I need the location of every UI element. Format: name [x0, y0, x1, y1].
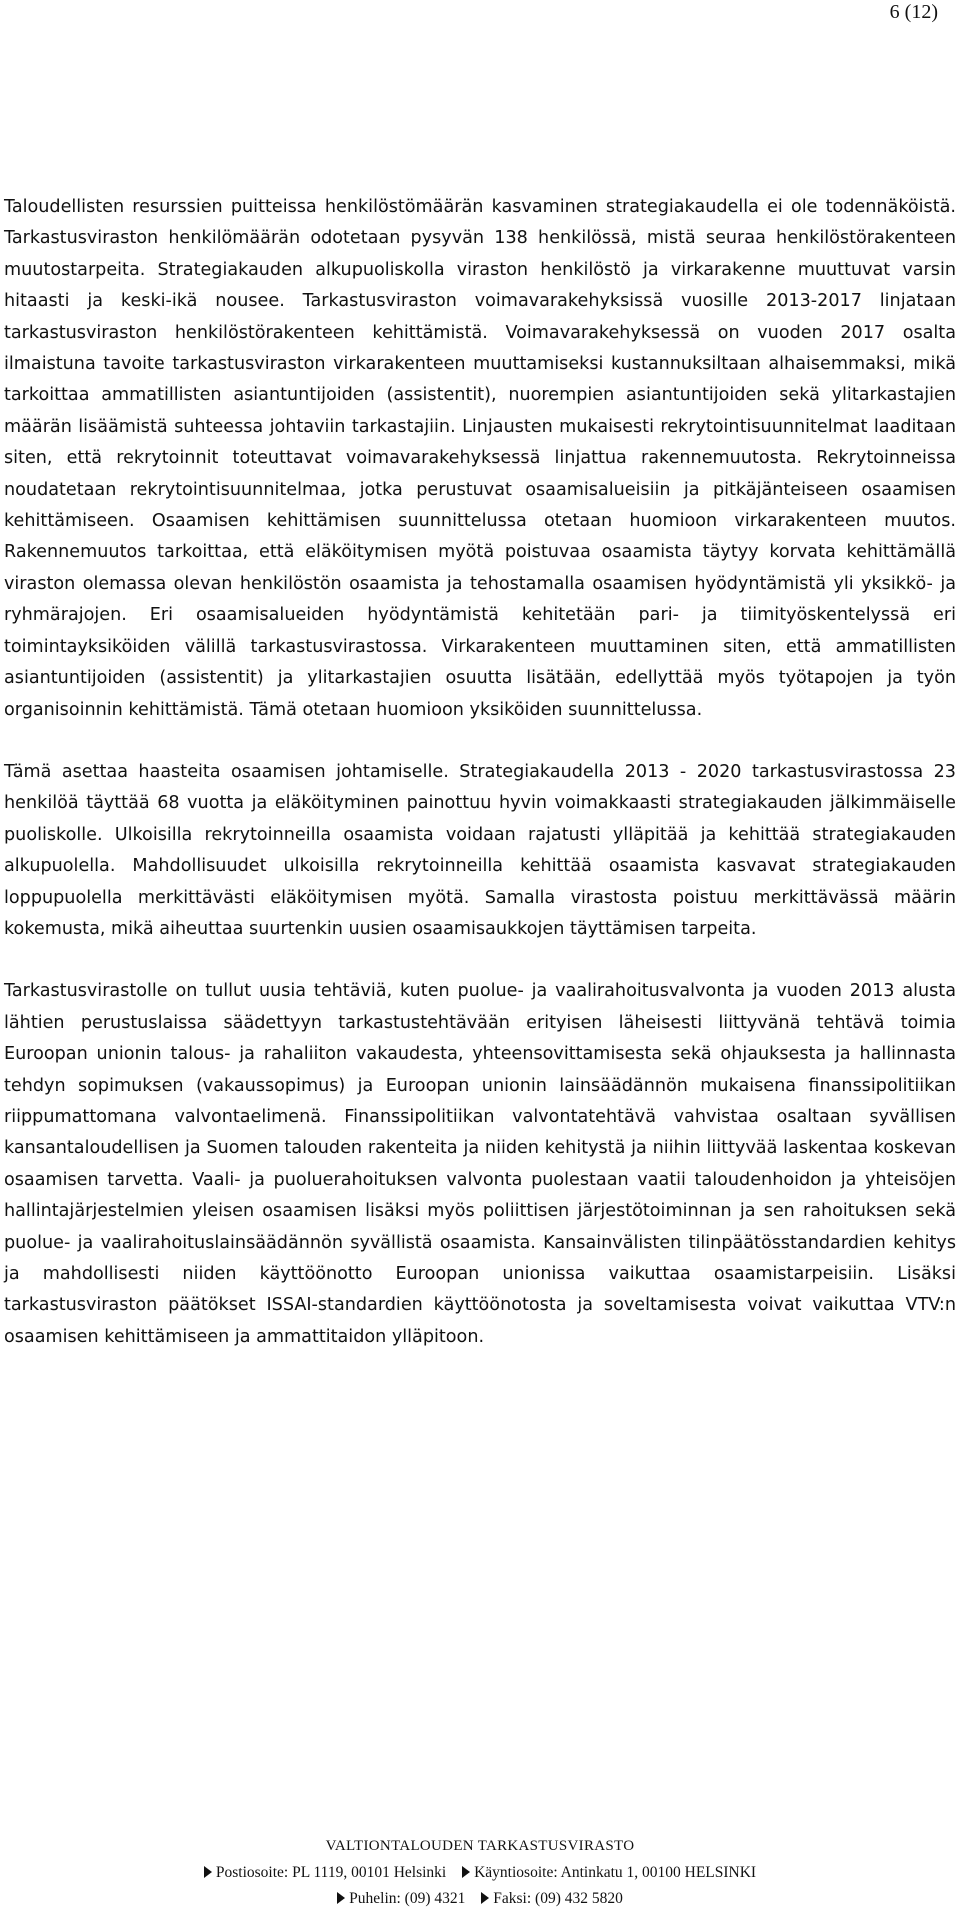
triangle-right-icon — [481, 1892, 489, 1904]
page-number: 6 (12) — [889, 1, 938, 23]
visiting-address-text: Käyntiosoite: Antinkatu 1, 00100 HELSINKI — [474, 1864, 757, 1881]
triangle-right-icon — [204, 1866, 212, 1878]
footer-contact-line — [0, 1890, 960, 1908]
footer-fax — [481, 1890, 623, 1908]
footer-postal-address — [204, 1864, 446, 1882]
footer-visiting-address — [462, 1864, 756, 1882]
footer-organization: VALTIONTALOUDEN TARKASTUSVIRASTO — [325, 1838, 635, 1854]
postal-address-text: Postiosoite: PL 1119, 00101 Helsinki — [215, 1864, 447, 1881]
paragraph-3: Tarkastusvirastolle on tullut uusia tehtäviä, kuten puolue- ja vaalirahoitusvalvonta ja vuoden 2013 alusta lähtien perustuslaissa säädettyyn tarkastustehtävään erityisen läheisesti liittyvänä tehtävä toimia Euroopan unionin talous- ja rahaliiton vakaudesta, yhteensovittamisesta sekä ohjauksesta ja hallinnasta tehdyn sopimuksen (vakaussopimus) ja Euroopan unionin lainsäädännön mukaisena finanssipolitiikan riippumattomana valvontaelimenä. Finanssipolitiikan valvontatehtävä vahvistaa osaltaan syvällisen kansantaloudellisen ja Suomen talouden rakenteita ja niiden kehitystä ja niihin liittyvää laskentaa koskevan osaamisen tarvetta. Vaali- ja puoluerahoituksen valvonta puolestaan vaatii taloudenhoidon ja yhteisöjen hallintajärjestelmien yleisen osaamisen lisäksi myös poliittisen järjestötoiminnan ja sen rahoituksen sekä puolue- ja vaalirahoituslainsäädännön syvällistä osaamista. Kansainvälisten tilinpäätösstandardien kehitys ja mahdollisesti niiden käyttöönotto Euroopan unionissa vaikuttaa osaamistarpeisiin. Lisäksi tarkastusviraston päätökset ISSAI-standardien käyttöönotosta ja soveltamisesta voivat vaikuttaa VTV:n osaamisen kehittämiseen ja ammattitaidon ylläpitoon. — [4, 981, 956, 1347]
triangle-right-icon — [462, 1866, 470, 1878]
paragraph-2: Tämä asettaa haasteita osaamisen johtamiselle. Strategiakaudella 2013 - 2020 tarkastusvirastossa 23 henkilöä täyttää 68 vuotta ja eläköityminen painottuu hyvin voimakkaasti strategiakauden jälkimmäiselle puoliskolle. Ulkoisilla rekrytoinneilla osaamista voidaan rajatusti ylläpitää ja kehittää strategiakauden alkupuolella. Mahdollisuudet ulkoisilla rekrytoinneilla kehittää osaamista kasvavat strategiakauden loppupuolella merkittävästi eläköitymisen myötä. Samalla virastosta poistuu merkittävässä määrin kokemusta, mikä aiheuttaa suurtenkin uusien osaamisaukkojen täyttämisen tarpeita. — [4, 761, 956, 939]
document-body — [4, 192, 956, 1353]
footer-address-line — [0, 1864, 960, 1882]
footer-phone — [337, 1890, 465, 1908]
fax-text: Faksi: (09) 432 5820 — [493, 1890, 623, 1907]
paragraph-1: Taloudellisten resurssien puitteissa henkilöstömäärän kasvaminen strategiakaudella ei ole todennäköistä. Tarkastusviraston henkilömäärän odotetaan pysyvän 138 henkilössä, mistä seuraa henkilöstörakenteen muutostarpeita. Strategiakauden alkupuoliskolla viraston henkilöstö ja virkarakenne muuttuvat varsin hitaasti ja keski-ikä nousee. Tarkastusviraston voimavarakehyksissä vuosille 2013-2017 linjataan tarkastusviraston henkilöstörakenteen kehittämistä. Voimavarakehyksessä on vuoden 2017 osalta ilmaistuna tavoite tarkastusviraston virkarakenteen muuttamiseksi kustannuksiltaan alhaisemmaksi, mikä tarkoittaa ammatillisten asiantuntijoiden (assistentit), nuorempien asiantuntijoiden sekä ylitarkastajien määrän lisäämistä suhteessa johtaviin tarkastajiin. Linjausten mukaisesti rekrytointisuunnitelmat laaditaan siten, että rekrytoinnit toteuttavat voimavarakehyksessä linjattua rakennemuutosta. Rekrytoinneissa noudatetaan rekrytointisuunnitelmaa, jotka perustuvat osaamisalueisiin ja pitkäjänteiseen osaamisen kehittämiseen. Osaamisen kehittämisen suunnittelussa otetaan huomioon virkarakenteen muutos. Rakennemuutos tarkoittaa, että eläköitymisen myötä poistuvaa osaamista täytyy korvata kehittämällä viraston olemassa olevan henkilöstön osaamista ja tehostamalla osaamisen hyödyntämistä yli yksikkö- ja ryhmärajojen. Eri osaamisalueiden hyödyntämistä kehitetään pari- ja tiimityöskentelyssä eri toimintayksiköiden välillä tarkastusvirastossa. Virkarakenteen muuttaminen siten, että ammatillisten asiantuntijoiden (assistentit) ja ylitarkastajien osuutta lisätään, edellyttää myös työtapojen ja työn organisoinnin kehittämistä. Tämä otetaan huomioon yksiköiden suunnittelussa. — [4, 197, 956, 720]
triangle-right-icon — [337, 1892, 345, 1904]
phone-text: Puhelin: (09) 4321 — [349, 1890, 466, 1907]
